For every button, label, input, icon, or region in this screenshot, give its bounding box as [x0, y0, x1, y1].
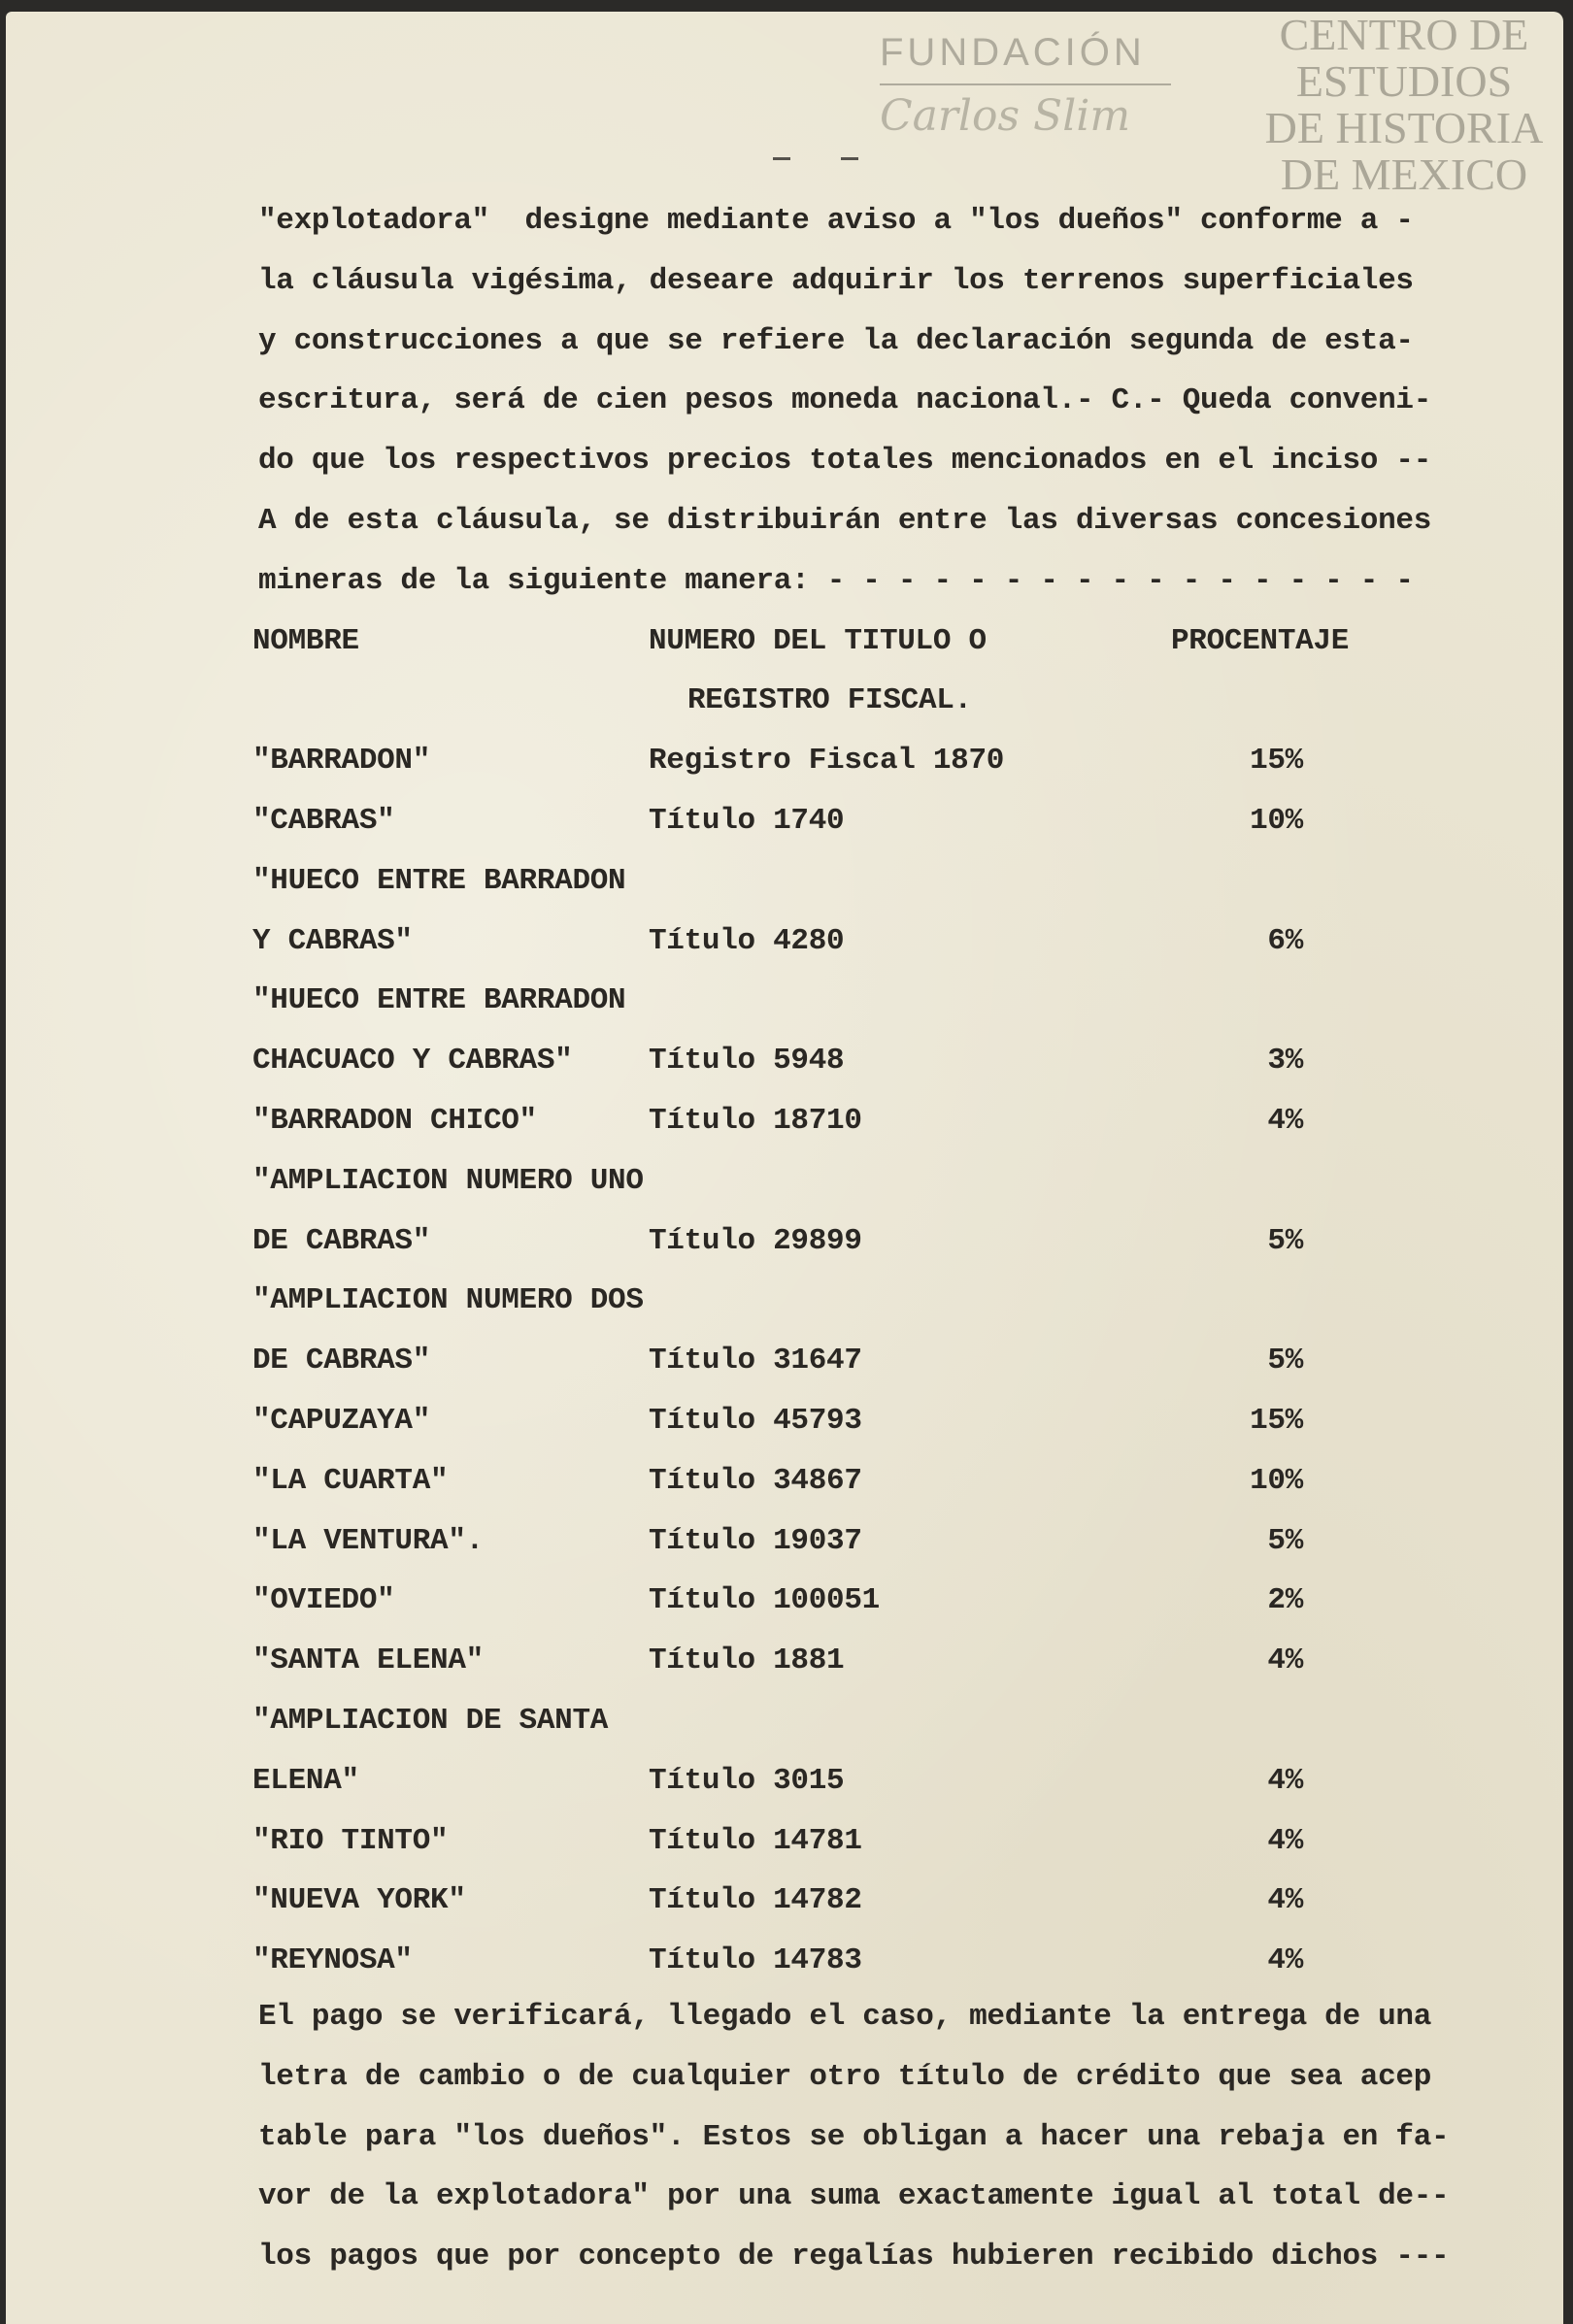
table-cell-porcentaje: 3% [1267, 1044, 1303, 1079]
table-cell-porcentaje: 15% [1250, 744, 1303, 779]
table-cell-titulo: Registro Fiscal 1870 [649, 744, 1005, 779]
paragraph-line: table para "los dueños". Estos se obligan a hacer una rebaja en fa- [258, 2119, 1450, 2154]
watermark-line: DE HISTORIA [1264, 103, 1544, 152]
table-cell-nombre: "REYNOSA" [252, 1943, 413, 1978]
column-header-titulo: NUMERO DEL TITULO O [649, 623, 987, 658]
watermark-foundation: FUNDACIÓN [880, 31, 1146, 74]
table-cell-titulo: Título 14782 [649, 1883, 862, 1918]
document-page [6, 12, 1563, 2324]
watermark-line: CENTRO DE [1279, 10, 1529, 59]
table-cell-porcentaje: 5% [1267, 1523, 1303, 1558]
table-cell-titulo: Título 4280 [649, 923, 845, 958]
paragraph-line: vor de la explotadora" por una suma exactamente igual al total de-- [258, 2179, 1450, 2214]
table-cell-titulo: Título 29899 [649, 1223, 862, 1258]
table-cell-titulo: Título 100051 [649, 1583, 880, 1618]
paragraph-line: do que los respectivos precios totales mencionados en el inciso -- [258, 444, 1432, 479]
paragraph-line: "explotadora" designe mediante aviso a "los dueños" conforme a - [258, 204, 1414, 238]
table-cell-nombre: "BARRADON CHICO" [252, 1104, 537, 1138]
table-cell-nombre: "AMPLIACION NUMERO UNO [252, 1163, 644, 1198]
paragraph-line: la cláusula vigésima, deseare adquirir los terrenos superficiales [258, 263, 1414, 298]
table-cell-nombre: "BARRADON" [252, 744, 431, 779]
table-cell-porcentaje: 5% [1267, 1223, 1303, 1258]
table-cell-nombre: Y CABRAS" [252, 923, 413, 958]
table-cell-porcentaje: 4% [1267, 1823, 1303, 1858]
paragraph-line: El pago se verificará, llegado el caso, mediante la entrega de una [258, 2000, 1432, 2034]
table-cell-titulo: Título 19037 [649, 1523, 862, 1558]
table-cell-nombre: "HUECO ENTRE BARRADON [252, 983, 626, 1018]
table-cell-porcentaje: 10% [1250, 804, 1303, 838]
paragraph-line: escritura, será de cien pesos moneda nacional.- C.- Queda conveni- [258, 383, 1432, 418]
table-cell-nombre: "NUEVA YORK" [252, 1883, 466, 1918]
table-cell-nombre: "HUECO ENTRE BARRADON [252, 863, 626, 898]
table-cell-titulo: Título 45793 [649, 1404, 862, 1438]
table-cell-titulo: Título 5948 [649, 1044, 845, 1079]
table-cell-titulo: Título 18710 [649, 1104, 862, 1138]
table-cell-nombre: "LA CUARTA" [252, 1463, 449, 1498]
table-cell-porcentaje: 15% [1250, 1404, 1303, 1438]
column-header-nombre: NOMBRE [252, 623, 359, 658]
table-cell-porcentaje: 6% [1267, 923, 1303, 958]
page-number-dash [841, 157, 858, 160]
table-cell-titulo: Título 1740 [649, 804, 845, 838]
table-cell-porcentaje: 2% [1267, 1583, 1303, 1618]
table-cell-porcentaje: 5% [1267, 1344, 1303, 1378]
paragraph-line: mineras de la siguiente manera: - - - - - - - - - - - - - - - - - [258, 563, 1414, 598]
table-cell-nombre: "OVIEDO" [252, 1583, 395, 1618]
table-cell-nombre: "LA VENTURA". [252, 1523, 484, 1558]
table-cell-nombre: DE CABRAS" [252, 1223, 431, 1258]
paragraph-line: letra de cambio o de cualquier otro título de crédito que sea acep [258, 2059, 1432, 2094]
table-cell-porcentaje: 4% [1267, 1104, 1303, 1138]
paragraph-line: A de esta cláusula, se distribuirán entre las diversas concesiones [258, 504, 1432, 538]
column-header-porcentaje: PROCENTAJE [1171, 623, 1350, 658]
table-cell-nombre: "AMPLIACION DE SANTA [252, 1704, 609, 1738]
watermark-line: ESTUDIOS [1295, 56, 1513, 106]
table-cell-nombre: "CABRAS" [252, 804, 395, 838]
table-cell-porcentaje: 4% [1267, 1943, 1303, 1978]
paragraph-line: y construcciones a que se refiere la declaración segunda de esta- [258, 323, 1414, 358]
watermark-signature: Carlos Slim [880, 91, 1131, 141]
table-cell-nombre: "AMPLIACION NUMERO DOS [252, 1283, 644, 1318]
table-cell-titulo: Título 1881 [649, 1643, 845, 1678]
table-cell-titulo: Título 3015 [649, 1763, 845, 1798]
table-cell-titulo: Título 14783 [649, 1943, 862, 1978]
watermark-rule [880, 83, 1171, 85]
table-cell-titulo: Título 14781 [649, 1823, 862, 1858]
watermark-line: DE MEXICO [1280, 149, 1528, 199]
table-cell-titulo: Título 34867 [649, 1463, 862, 1498]
paragraph-line: los pagos que por concepto de regalías hubieren recibido dichos --- [258, 2240, 1450, 2274]
table-cell-titulo: Título 31647 [649, 1344, 862, 1378]
table-cell-porcentaje: 10% [1250, 1463, 1303, 1498]
table-cell-porcentaje: 4% [1267, 1763, 1303, 1798]
table-cell-porcentaje: 4% [1267, 1643, 1303, 1678]
table-cell-nombre: ELENA" [252, 1763, 359, 1798]
table-cell-nombre: "SANTA ELENA" [252, 1643, 484, 1678]
table-cell-nombre: DE CABRAS" [252, 1344, 431, 1378]
table-cell-porcentaje: 4% [1267, 1883, 1303, 1918]
table-cell-nombre: "RIO TINTO" [252, 1823, 449, 1858]
page-number-dash [773, 157, 790, 160]
table-cell-nombre: CHACUACO Y CABRAS" [252, 1044, 573, 1079]
column-header-titulo-line2: REGISTRO FISCAL. [687, 683, 972, 718]
table-cell-nombre: "CAPUZAYA" [252, 1404, 431, 1438]
